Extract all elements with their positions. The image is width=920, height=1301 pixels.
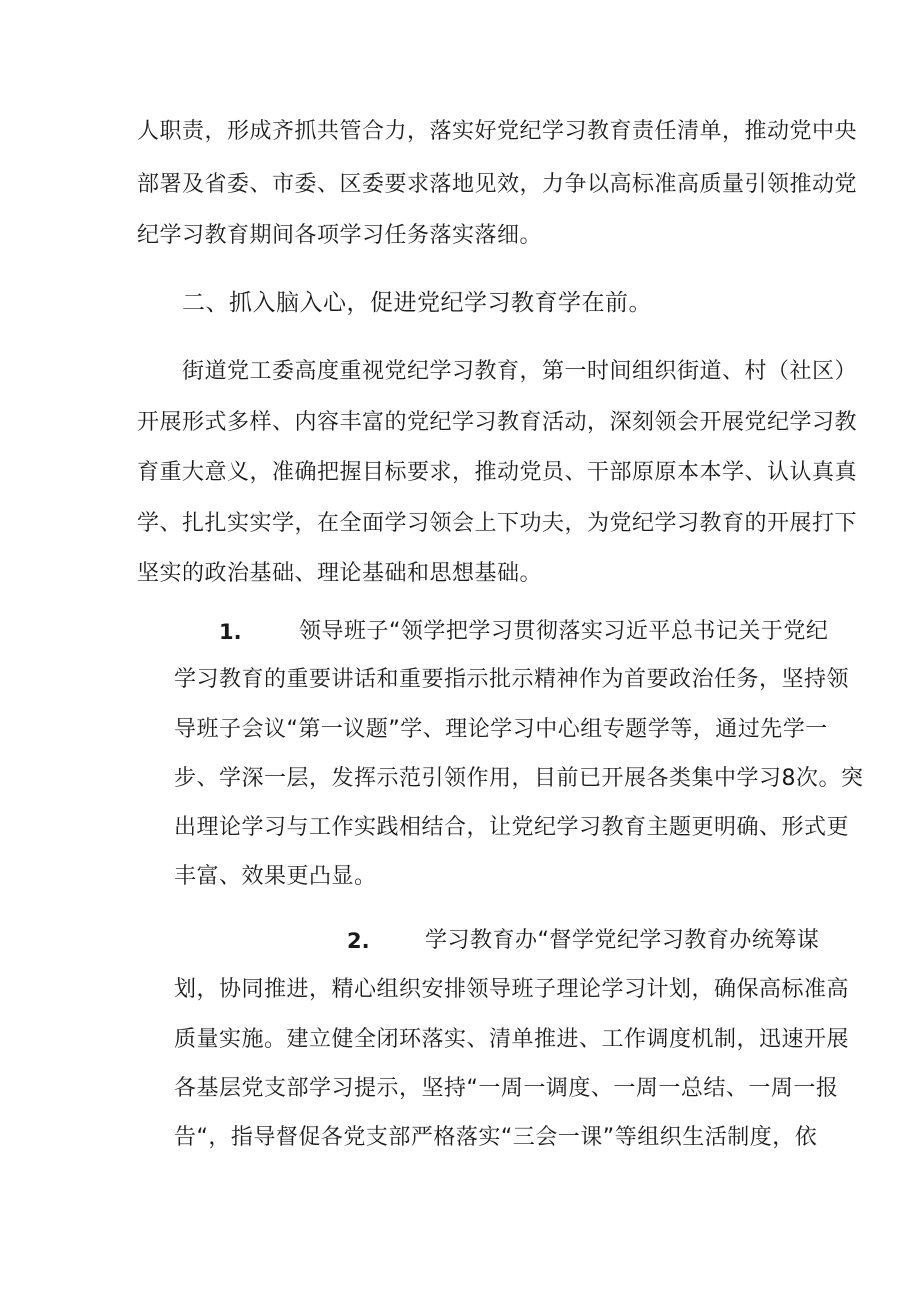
paragraph-2-line-1: 街道党工委高度重视党纪学习教育，第一时间组织街道、村（社区）	[182, 359, 858, 384]
item-2-line-1: 学习教育办“督学党纪学习教育办统筹谋	[425, 928, 820, 953]
item-1-line-1: 领导班子“领学把学习贯彻落实习近平总书记关于党纪	[299, 619, 829, 644]
item-1-number: 1.	[219, 620, 242, 644]
item-2-line-3: 质量实施。建立健全闭环落实、清单推进、工作调度机制，迅速开展	[174, 1027, 850, 1052]
paragraph-1-line-3: 纪学习教育期间各项学习任务落实落细。	[137, 223, 543, 248]
item-1-line-6: 丰富、效果更凸显。	[174, 864, 377, 889]
paragraph-2-line-4: 学、扎扎实实学，在全面学习领会上下功夫，为党纪学习教育的开展打下	[137, 511, 858, 536]
item-2-line-4: 各基层党支部学习提示，坚持“一周一调度、一周一总结、一周一报	[174, 1076, 839, 1101]
item-2-number: 2.	[347, 929, 370, 953]
item-1-line-4: 步、学深一层，发挥示范引领作用，目前已开展各类集中学习8次。突	[174, 766, 864, 791]
item-1-line-5: 出理论学习与工作实践相结合，让党纪学习教育主题更明确、形式更	[174, 815, 850, 840]
paragraph-1-line-1: 人职责，形成齐抓共管合力，落实好党纪学习教育责任清单，推动党中央	[137, 119, 858, 144]
item-2-line-2: 划，协同推进，精心组织安排领导班子理论学习计划，确保高标准高	[174, 977, 850, 1002]
paragraph-2-line-3: 育重大意义，准确把握目标要求，推动党员、干部原原本本学、认认真真	[137, 460, 858, 485]
item-2-line-5: 告“，指导督促各党支部严格落实“三会一课”等组织生活制度，依	[174, 1125, 818, 1150]
item-1-line-2: 学习教育的重要讲话和重要指示批示精神作为首要政治任务，坚持领	[174, 667, 850, 692]
paragraph-2-line-2: 开展形式多样、内容丰富的党纪学习教育活动，深刻领会开展党纪学习教	[137, 410, 858, 435]
paragraph-2-line-5: 坚实的政治基础、理论基础和思想基础。	[137, 561, 543, 586]
paragraph-1-line-2: 部署及省委、市委、区委要求落地见效，力争以高标准高质量引领推动党	[137, 172, 858, 197]
item-1-line-3: 导班子会议“第一议题”学、理论学习中心组专题学等，通过先学一	[174, 717, 828, 742]
section-heading: 二、抓入脑入心，促进党纪学习教育学在前。	[182, 290, 652, 316]
